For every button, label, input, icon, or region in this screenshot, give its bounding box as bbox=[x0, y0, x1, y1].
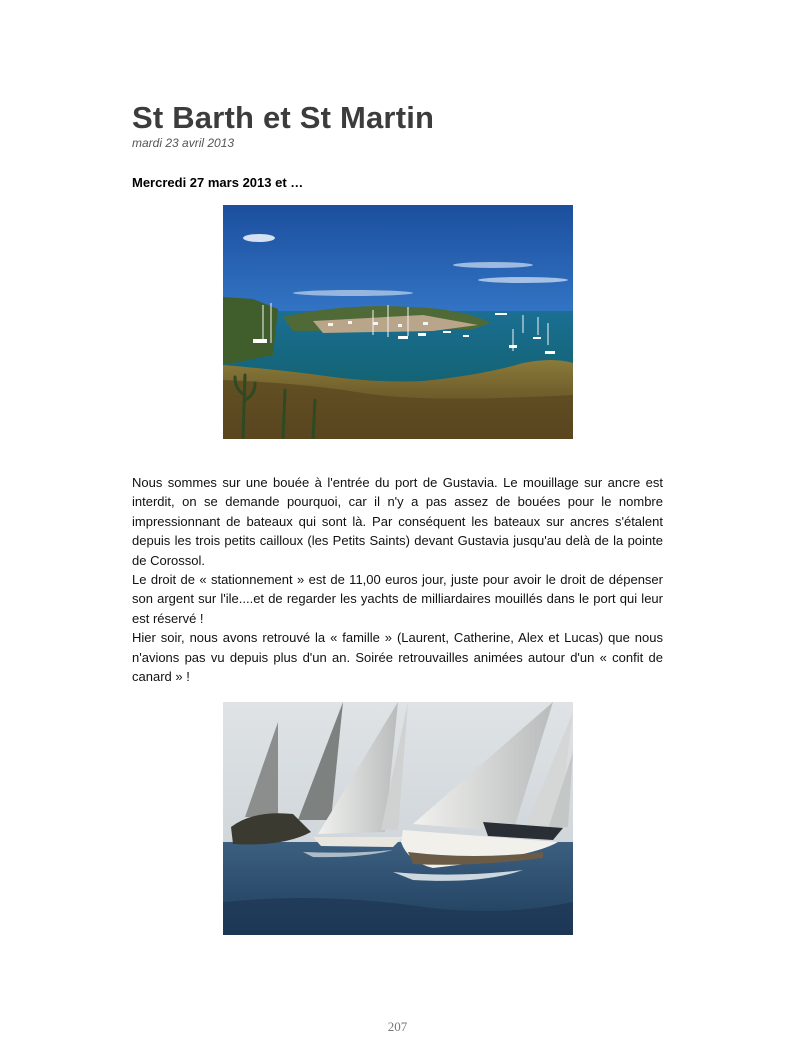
paragraph: Le droit de « stationnement » est de 11,00 euros jour, juste pour avoir le droit de dépenser son argent sur l'ile....et de regarder les yachts de milliardaires mouillés dans le port qui leur est réservé ! bbox=[132, 572, 663, 626]
article-title: St Barth et St Martin bbox=[132, 100, 435, 135]
sailing-yachts-photo bbox=[223, 702, 573, 935]
harbor-photo bbox=[223, 205, 573, 439]
entry-subheading: Mercredi 27 mars 2013 et … bbox=[132, 175, 304, 190]
paragraph: Nous sommes sur une bouée à l'entrée du port de Gustavia. Le mouillage sur ancre est interdit, on se demande pourquoi, car il n'y a pas assez de bouées pour le nombre impressionnant de bateaux qui sont là. Par conséquent les bateaux sur ancres s'étalent depuis les trois petits cailloux (les Petits Saints) devant Gustavia jusqu'au delà de la pointe de Corossol. bbox=[132, 475, 663, 568]
paragraph: Hier soir, nous avons retrouvé la « famille » (Laurent, Catherine, Alex et Lucas) que nous n'avions pas vu depuis plus d'un an. Soirée retrouvailles animées autour d'un « confit de canard » ! bbox=[132, 630, 663, 685]
article-date: mardi 23 avril 2013 bbox=[132, 136, 235, 150]
article-body bbox=[132, 473, 663, 686]
page-number: 207 bbox=[387, 1019, 408, 1034]
